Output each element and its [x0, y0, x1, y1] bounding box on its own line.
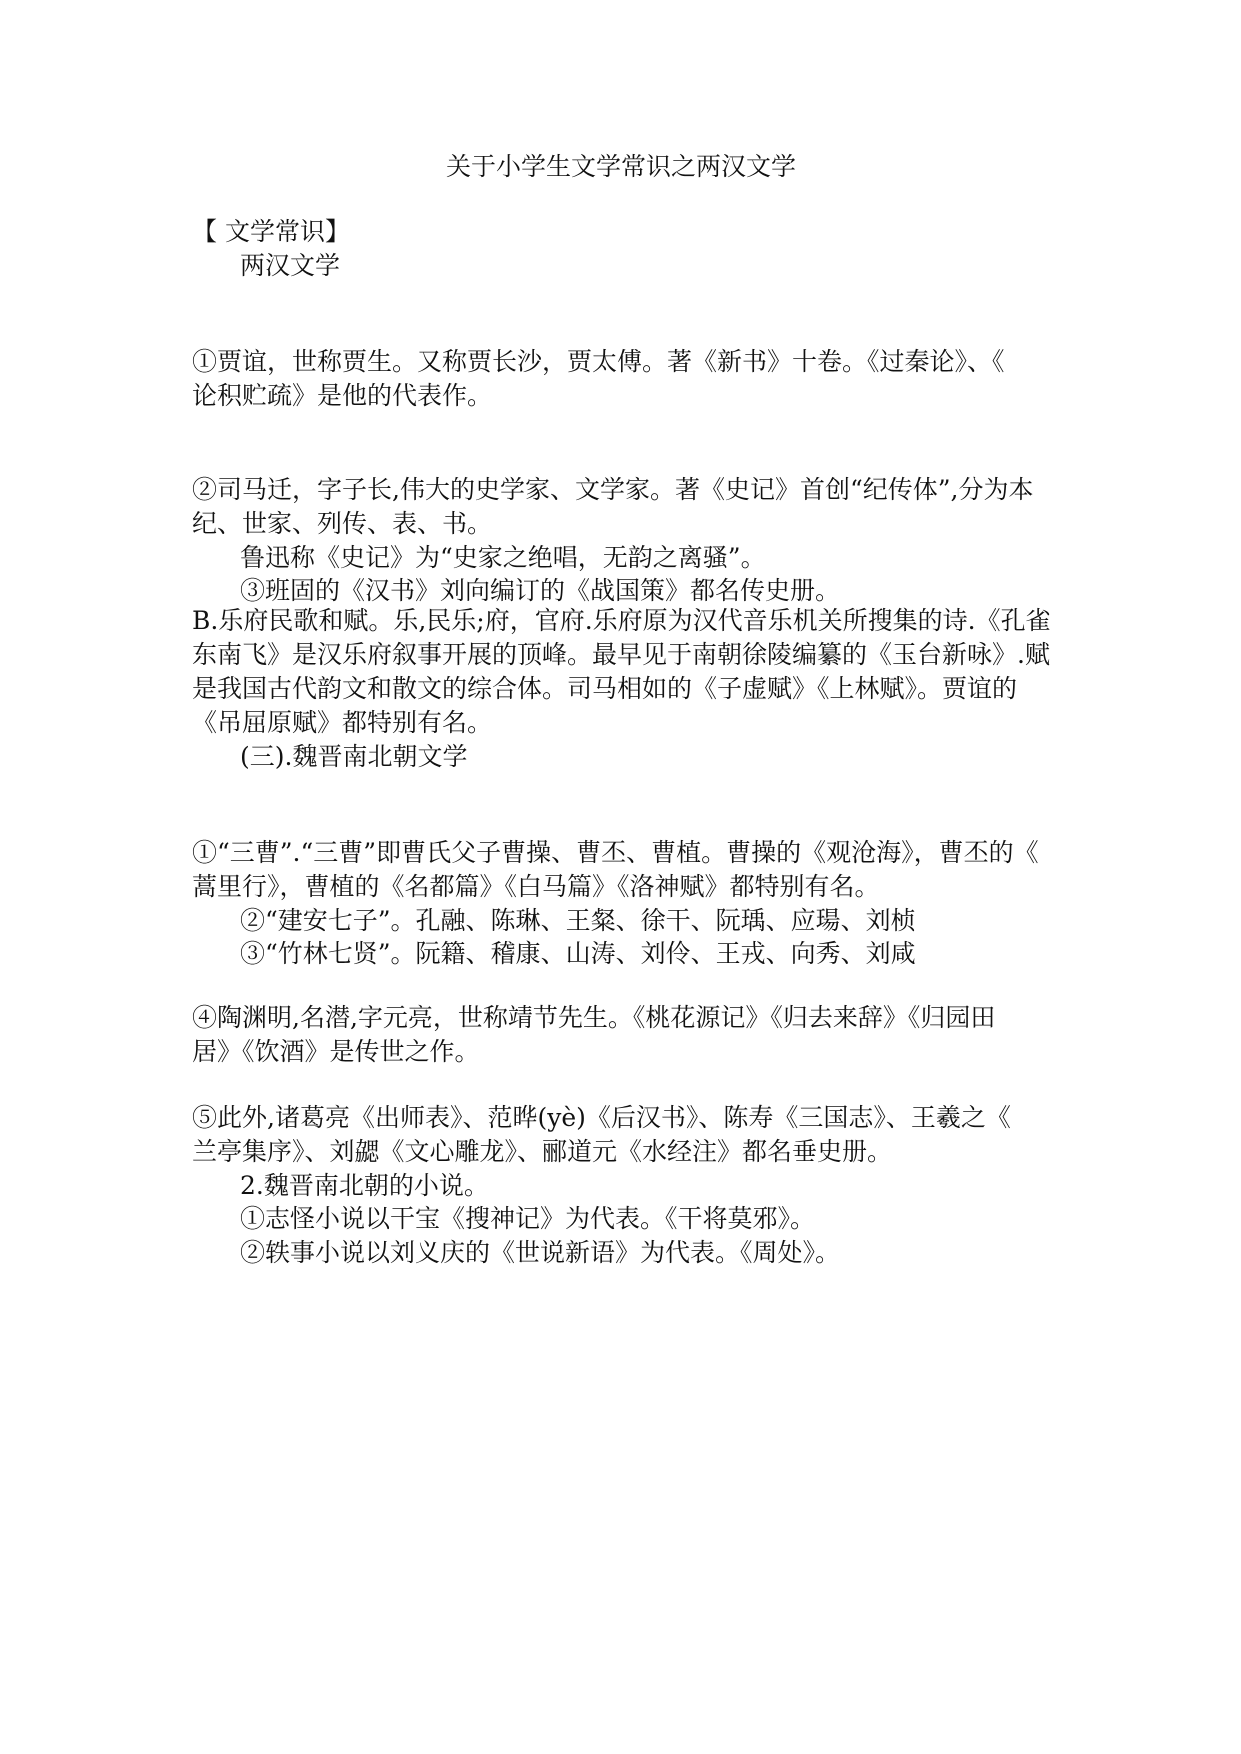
subheading: 两汉文学: [240, 251, 341, 280]
paragraph-2-line-3: 鲁迅称《史记》为“史家之绝唱，无韵之离骚”。: [240, 543, 766, 572]
paragraph-6-line-4: ①志怪小说以干宝《搜神记》为代表。《干将莫邪》。: [240, 1204, 816, 1233]
paragraph-2-line-4: ③班固的《汉书》刘向编订的《战国策》都名传史册。: [240, 576, 841, 605]
paragraph-3-line-4: 《吊屈原赋》都特别有名。: [192, 708, 493, 737]
paragraph-1-line-1: ①贾谊，世称贾生。又称贾长沙，贾太傅。著《新书》十卷。《过秦论》、《: [192, 347, 1005, 376]
paragraph-3-line-1: B.乐府民歌和赋。乐,民乐;府，官府.乐府原为汉代音乐机关所搜集的诗.《孔雀: [192, 606, 1051, 635]
paragraph-3-line-3: 是我国古代韵文和散文的综合体。司马相如的《子虚赋》《上林赋》。贾谊的: [192, 674, 1018, 703]
paragraph-4-line-2: 蒿里行》，曹植的《名都篇》《白马篇》《洛神赋》都特别有名。: [192, 872, 880, 901]
paragraph-3-line-2: 东南飞》是汉乐府叙事开展的顶峰。最早见于南朝徐陵编纂的《玉台新咏》.赋: [192, 640, 1050, 669]
paragraph-6-line-1: ⑤此外,诸葛亮《出师表》、范晔(yè)《后汉书》、陈寿《三国志》、王羲之《: [192, 1103, 1011, 1132]
paragraph-3-line-5: (三).魏晋南北朝文学: [240, 742, 468, 771]
paragraph-4-line-3: ②“建安七子”。孔融、陈琳、王粲、徐干、阮瑀、应瑒、刘桢: [240, 906, 916, 935]
paragraph-5-line-1: ④陶渊明,名潜,字元亮，世称靖节先生。《桃花源记》《归去来辞》《归园田: [192, 1003, 996, 1032]
section-heading: 【 文学常识】: [192, 217, 350, 246]
paragraph-6-line-3: 2.魏晋南北朝的小说。: [240, 1171, 489, 1200]
paragraph-4-line-1: ①“三曹”.“三曹”即曹氏父子曹操、曹丕、曹植。曹操的《观沧海》，曹丕的《: [192, 838, 1039, 867]
paragraph-5-line-2: 居》《饮酒》是传世之作。: [192, 1037, 480, 1066]
paragraph-1-line-2: 论积贮疏》是他的代表作。: [192, 381, 493, 410]
document-title: 关于小学生文学常识之两汉文学: [446, 152, 797, 181]
paragraph-2-line-1: ②司马迁，字子长,伟大的史学家、文学家。著《史记》首创“纪传体”,分为本: [192, 475, 1034, 504]
paragraph-4-line-4: ③“竹林七贤”。阮籍、稽康、山涛、刘伶、王戎、向秀、刘咸: [240, 939, 916, 968]
paragraph-6-line-2: 兰亭集序》、刘勰《文心雕龙》、郦道元《水经注》都名垂史册。: [192, 1137, 893, 1166]
paragraph-2-line-2: 纪、世家、列传、表、书。: [192, 509, 493, 538]
paragraph-6-line-5: ②轶事小说以刘义庆的《世说新语》为代表。《周处》。: [240, 1238, 841, 1267]
